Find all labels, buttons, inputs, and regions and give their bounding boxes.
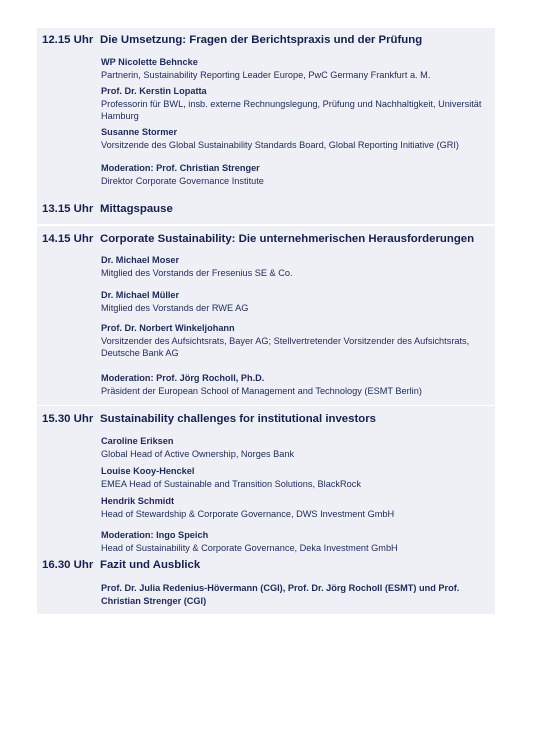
speaker-name: Susanne Stormer (101, 127, 178, 137)
moderator-name: Moderation: Ingo Speich (101, 530, 209, 540)
speaker-role: Vorsitzende des Global Sustainability Standards Board, Global Reporting Initiative (GRI) (101, 139, 459, 150)
speaker-entry (101, 289, 491, 314)
speaker-entry (101, 85, 491, 123)
session-block (37, 226, 495, 405)
session-header (42, 203, 173, 215)
session-title: Corporate Sustainability: Die unternehmerischen Herausforderungen (100, 233, 475, 245)
session-title: Die Umsetzung: Fragen der Berichtspraxis und der Prüfung (100, 34, 423, 46)
speaker-entry (101, 322, 491, 360)
session-title: Fazit und Ausblick (100, 559, 201, 571)
speaker-entry (101, 56, 491, 81)
speaker-name: WP Nicolette Behncke (101, 57, 198, 67)
session-title: Mittagspause (100, 203, 173, 215)
speaker-entry (101, 126, 491, 151)
speaker-role: EMEA Head of Sustainable and Transition Solutions, BlackRock (101, 478, 361, 489)
speaker-name: Prof. Dr. Norbert Winkeljohann (101, 323, 235, 333)
session-title: Sustainability challenges for institutional investors (100, 413, 376, 425)
session-block (37, 406, 495, 554)
session-header (42, 34, 422, 46)
speaker-role: Global Head of Active Ownership, Norges Bank (101, 448, 295, 459)
moderator-entry (101, 529, 491, 554)
session-time: 15.30 Uhr (42, 413, 94, 425)
speaker-role: Partnerin, Sustainability Reporting Leader Europe, PwC Germany Frankfurt a. M. (101, 69, 431, 80)
speaker-role: Professorin für BWL, insb. externe Rechnungslegung, Prüfung und Nachhaltigkeit, Universität Hamburg (101, 98, 482, 121)
speaker-name: Hendrik Schmidt (101, 496, 175, 506)
session-time: 16.30 Uhr (42, 559, 94, 571)
speaker-entry (101, 435, 491, 460)
speaker-role: Head of Stewardship & Corporate Governance, DWS Investment GmbH (101, 508, 395, 519)
speaker-role: Mitglied des Vorstands der RWE AG (101, 302, 249, 313)
session-time: 12.15 Uhr (42, 34, 94, 46)
speaker-entry (101, 582, 461, 607)
moderator-entry (101, 162, 491, 187)
speaker-role: Vorsitzender des Aufsichtsrats, Bayer AG; Stellvertretender Vorsitzender des Aufsichtsrats, Deutsche Bank AG (101, 335, 470, 358)
speaker-entry (101, 465, 491, 490)
speaker-entry (101, 495, 491, 520)
moderator-name: Moderation: Prof. Christian Strenger (101, 163, 260, 173)
session-header (42, 233, 474, 245)
session-block (37, 554, 495, 614)
moderator-role: Präsident der European School of Management and Technology (ESMT Berlin) (101, 385, 422, 396)
moderator-name: Moderation: Prof. Jörg Rocholl, Ph.D. (101, 373, 265, 383)
session-time: 14.15 Uhr (42, 233, 94, 245)
moderator-entry (101, 372, 491, 397)
session-time: 13.15 Uhr (42, 203, 94, 215)
moderator-role: Direktor Corporate Governance Institute (101, 175, 264, 186)
speaker-name: Caroline Eriksen (101, 436, 174, 446)
speaker-name: Dr. Michael Müller (101, 290, 180, 300)
session-header (42, 559, 200, 571)
moderator-role: Head of Sustainability & Corporate Governance, Deka Investment GmbH (101, 542, 398, 553)
speaker-role: Mitglied des Vorstands der Fresenius SE & Co. (101, 267, 293, 278)
session-block (37, 196, 495, 224)
speaker-name: Dr. Michael Moser (101, 255, 180, 265)
speaker-name: Prof. Dr. Kerstin Lopatta (101, 86, 207, 96)
speaker-entry (101, 254, 491, 279)
speaker-name: Louise Kooy-Henckel (101, 466, 195, 476)
session-block (37, 28, 495, 196)
closing-speakers: Prof. Dr. Julia Redenius-Hövermann (CGI), Prof. Dr. Jörg Rocholl (ESMT) und Prof. Christian Strenger (CGI) (101, 583, 460, 606)
session-header (42, 413, 376, 425)
